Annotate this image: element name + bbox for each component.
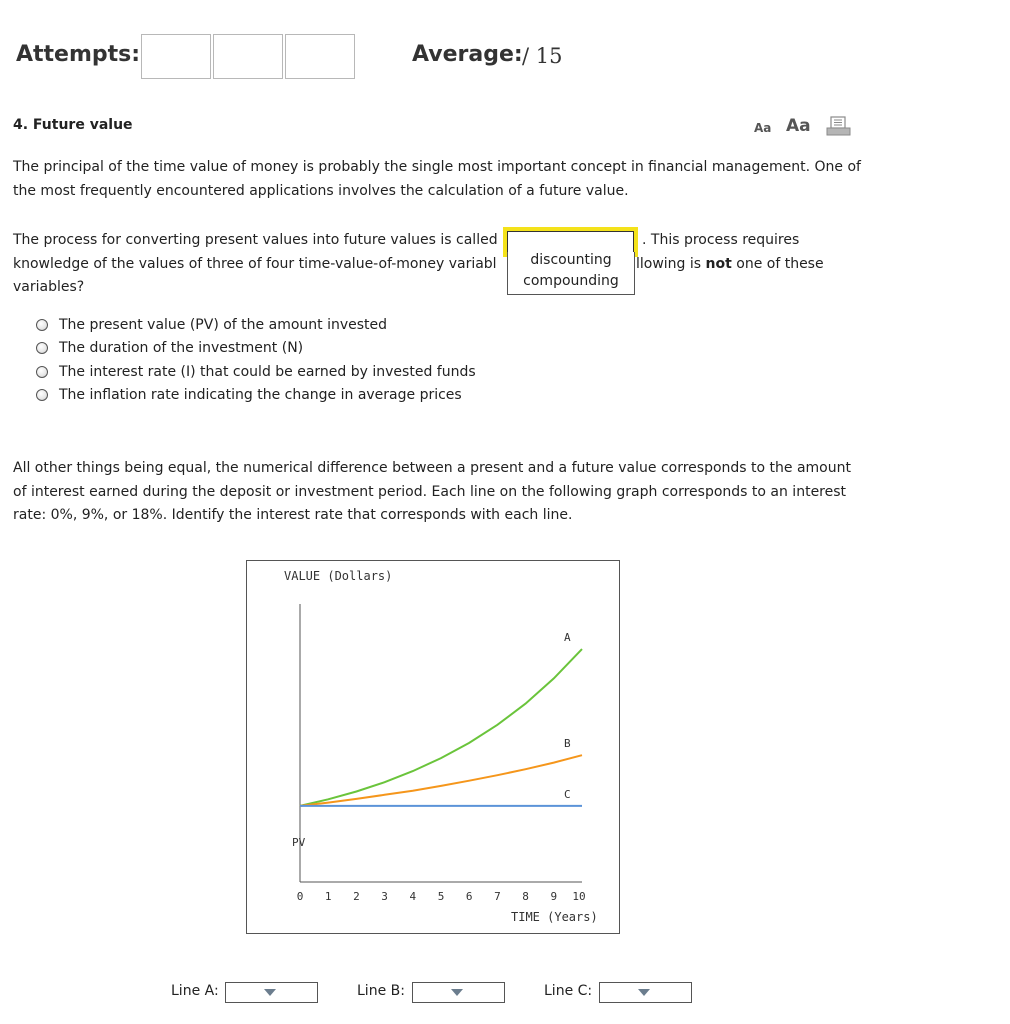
- series-line-a: [300, 649, 582, 806]
- line-a-select[interactable]: [225, 982, 318, 1003]
- x-tick-label: 1: [324, 890, 332, 903]
- attempt-box: [141, 34, 211, 79]
- x-tick-label: 0: [296, 890, 304, 903]
- process-text: llowing is: [636, 256, 706, 272]
- answer-options: [36, 313, 476, 407]
- process-name-dropdown[interactable]: [507, 252, 635, 295]
- x-tick-label: 10: [572, 890, 586, 903]
- option-label: The duration of the investment (N): [59, 340, 304, 357]
- radio-button[interactable]: [36, 342, 48, 354]
- answer-option[interactable]: [36, 337, 476, 361]
- option-label: The present value (PV) of the amount invested: [59, 316, 388, 333]
- print-icon[interactable]: [826, 116, 852, 140]
- pv-label: PV: [292, 836, 306, 849]
- series-line-b: [300, 755, 582, 806]
- line-a-label: Line A:: [171, 983, 219, 999]
- chart-frame: [246, 560, 620, 934]
- attempts-label: Attempts:: [16, 42, 141, 67]
- process-text-line2: knowledge of the values of three of four time-value-of-money variabl: [13, 256, 497, 272]
- average-value: / 15: [522, 44, 563, 68]
- graph-paragraph: All other things being equal, the numerical difference between a present and a future value corresponds to the amount of interest earned during the deposit or investment period. Each line on the following graph corresponds to an interest rate: 0%, 9%, or 18%. Identify the interest rate that corresponds with each line.: [13, 460, 851, 523]
- intro-paragraph: The principal of the time value of money is probably the single most important concept in financial management. One of the most frequently encountered applications involves the calculation of a future value.: [13, 159, 861, 199]
- radio-button[interactable]: [36, 389, 48, 401]
- line-c-label: Line C:: [544, 983, 593, 999]
- font-size-large-button[interactable]: Aa: [786, 116, 811, 136]
- x-tick-label: 7: [494, 890, 501, 903]
- emphasis-not: not: [705, 256, 732, 272]
- y-axis-label: VALUE (Dollars): [284, 569, 393, 583]
- process-text-line3: variables?: [13, 279, 85, 295]
- chevron-down-icon: [264, 989, 276, 996]
- process-text-line2-end: [636, 253, 824, 277]
- process-text-line1: [13, 229, 498, 253]
- radio-button[interactable]: [36, 319, 48, 331]
- process-text: one of these: [731, 256, 824, 272]
- line-c-select[interactable]: [599, 982, 692, 1003]
- chevron-down-icon: [451, 989, 463, 996]
- process-text: The process for converting present values into future values is called: [13, 232, 498, 248]
- option-label: The interest rate (I) that could be earned by invested funds: [59, 363, 476, 380]
- chevron-down-icon: [638, 989, 650, 996]
- question-title: 4. Future value: [13, 117, 133, 133]
- x-axis-label: TIME (Years): [511, 910, 598, 924]
- x-tick-label: 5: [437, 890, 445, 903]
- radio-button[interactable]: [36, 366, 48, 378]
- line-b-label: Line B:: [357, 983, 405, 999]
- dropdown-option-compounding[interactable]: compounding: [523, 273, 619, 289]
- series-label-b: B: [564, 737, 571, 751]
- line-b-select[interactable]: [412, 982, 505, 1003]
- x-tick-label: 2: [353, 890, 360, 903]
- process-text-line1-end: . This process requires: [642, 232, 800, 248]
- x-tick-label: 8: [522, 890, 529, 903]
- answer-option[interactable]: [36, 360, 476, 384]
- x-tick-label: 4: [409, 890, 417, 903]
- series-label-a: A: [564, 631, 571, 645]
- answer-option[interactable]: [36, 313, 476, 337]
- process-name-blank[interactable]: [507, 231, 634, 253]
- attempt-box: [285, 34, 355, 79]
- average-label: Average:: [412, 42, 523, 67]
- answer-option[interactable]: [36, 384, 476, 408]
- font-size-small-button[interactable]: Aa: [754, 121, 772, 135]
- x-tick-label: 3: [381, 890, 388, 903]
- option-label: The inflation rate indicating the change in average prices: [59, 387, 462, 404]
- x-tick-label: 9: [550, 890, 558, 903]
- x-tick-label: 6: [465, 890, 473, 903]
- dropdown-option-discounting[interactable]: discounting: [530, 252, 612, 268]
- attempt-box: [213, 34, 283, 79]
- series-label-c: C: [564, 787, 571, 801]
- future-value-chart: [247, 561, 619, 933]
